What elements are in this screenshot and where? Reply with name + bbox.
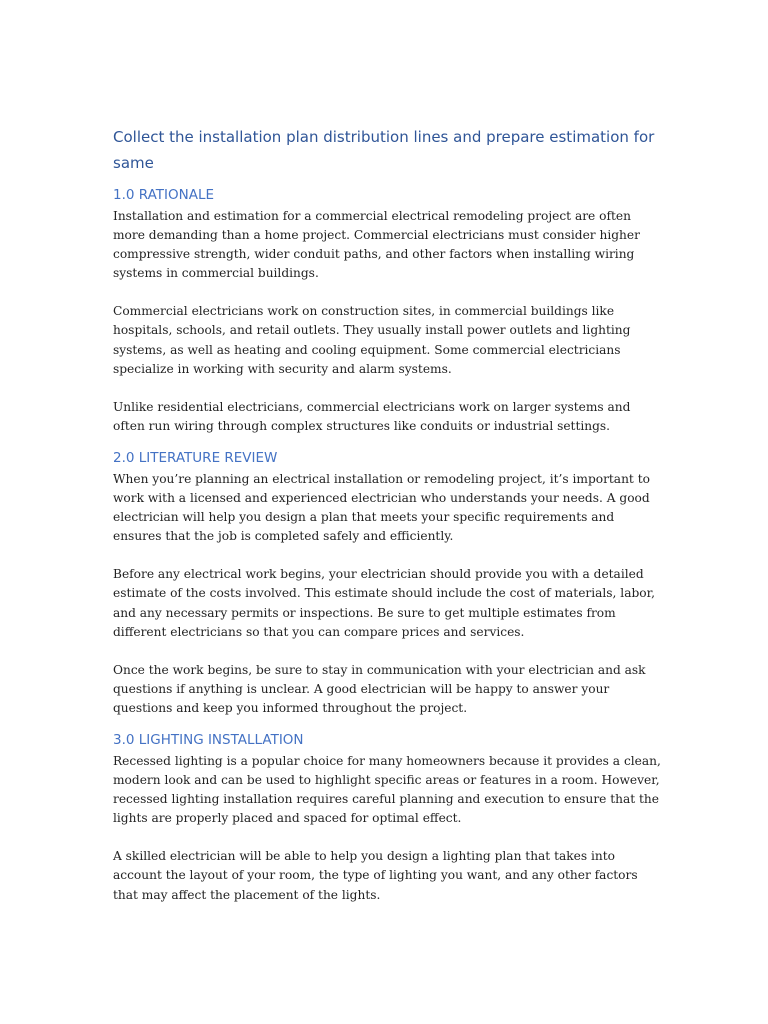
- section-heading: 3.0 LIGHTING INSTALLATION: [113, 731, 304, 748]
- paragraph: When you’re planning an electrical installation or remodeling project, it’s important to work with a licensed and experienced electrician who understands your needs. A good electrician will help you design a plan that meets your specific requirements and ensures that the job is completed safely and efficiently.: [113, 471, 650, 544]
- paragraph: Before any electrical work begins, your electrician should provide you with a detailed estimate of the costs involved. This estimate should include the cost of materials, labor, and any necessary permits or inspections. Be sure to get multiple estimates from different electricians so that you can compare prices and services.: [113, 567, 655, 639]
- paragraph: A skilled electrician will be able to help you design a lighting plan that takes into account the layout of your room, the type of lighting you want, and any other factors that may affect the placement of the lights.: [113, 849, 638, 902]
- section-lighting-installation: [113, 731, 661, 905]
- section-heading: 1.0 RATIONALE: [113, 187, 215, 203]
- paragraph: Recessed lighting is a popular choice for many homeowners because it provides a clean, modern look and can be used to highlight specific areas or features in a room. However, recessed lighting installation requires careful planning and execution to ensure that the lights are properly placed and spaced for optimal effect.: [113, 753, 661, 826]
- document-title: Collect the installation plan distribution lines and prepare estimation for same: [113, 128, 655, 172]
- section-rationale: [113, 186, 661, 436]
- paragraph: Commercial electricians work on construction sites, in commercial buildings like hospitals, schools, and retail outlets. They usually install power outlets and lighting systems, as well as heating and cooling equipment. Some commercial electricians specialize in working with security and alarm systems.: [113, 304, 631, 376]
- paragraph: Unlike residential electricians, commercial electricians work on larger systems and often run wiring through complex structures like conduits or industrial settings.: [113, 399, 631, 433]
- section-heading: 2.0 LITERATURE REVIEW: [113, 449, 278, 466]
- document-page: [113, 124, 661, 924]
- section-literature-review: [113, 449, 661, 718]
- paragraph: Installation and estimation for a commercial electrical remodeling project are often more demanding than a home project. Commercial electricians must consider higher compressive strength, wider conduit paths, and other factors when installing wiring systems in commercial buildings.: [113, 209, 640, 281]
- paragraph: Once the work begins, be sure to stay in communication with your electrician and ask questions if anything is unclear. A good electrician will be happy to answer your questions and keep you informed throughout the project.: [113, 662, 646, 715]
